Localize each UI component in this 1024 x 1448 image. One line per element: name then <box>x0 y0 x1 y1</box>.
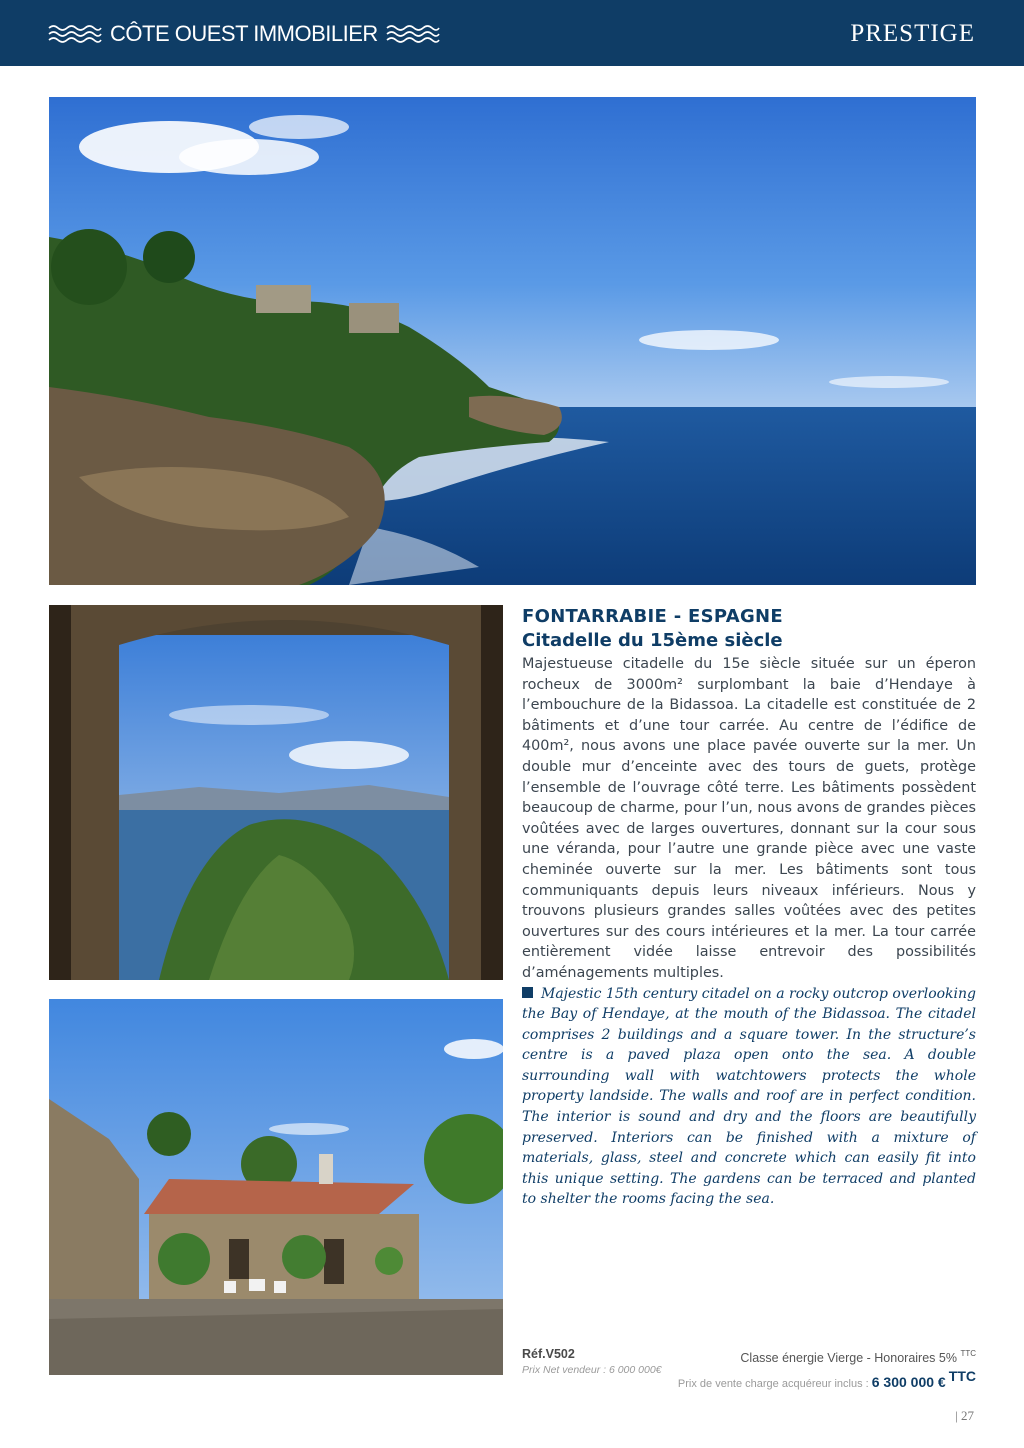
energy-class-fees <box>678 1345 976 1367</box>
sale-price-line <box>678 1367 976 1394</box>
house-courtyard-photo <box>49 999 503 1375</box>
ttc-mark: TTC <box>948 1368 976 1384</box>
hero-photo <box>49 97 976 585</box>
price-block <box>678 1345 976 1394</box>
ttc-mark: TTC <box>960 1349 976 1358</box>
listing-title: Citadelle du 15ème siècle <box>522 630 783 651</box>
arch-view-photo <box>49 605 503 980</box>
description-fr: Majestueuse citadelle du 15e siècle située sur un éperon rocheux de 3000m² surplombant la baie d’Hendaye à l’embouchure de la Bidassoa. La citadelle est constituée de 2 bâtiments et d’une tour carrée. Au centre de l’édifice de 400m², nous avons une place pavée ouverte sur la mer. Un double mur d’enceinte avec des tours de guets, protège l’ensemble de l’ouvrage côté terre. Les bâtiments possèdent beaucoup de charme, pour l’un, nous avons de grandes pièces voûtées avec de larges ouvertures, donnant sur la cour sous une véranda, pour l’autre une grande pièce avec une vaste cheminée ouverte sur la mer. Les bâtiments sont tous communiquants depuis leurs niveaux inférieurs. Nous y trouvons plusieurs grandes salles voûtées avec des petites ouvertures sur des cours intérieures et la mer. La tour carrée entièrement vidée laisse entrevoir des possibilités d’aménagements multiples. <box>522 656 976 981</box>
reference-number: Réf.V502 <box>522 1347 575 1361</box>
sale-price-label: Prix de vente charge acquéreur inclus : <box>677 1378 869 1390</box>
brand-name: CÔTE OUEST IMMOBILIER <box>110 21 378 46</box>
waves-icon <box>386 23 440 45</box>
page-number: | 27 <box>955 1408 974 1423</box>
section-label: PRESTIGE <box>850 20 975 47</box>
description-en <box>522 984 976 1211</box>
brand-logo[interactable] <box>48 20 440 48</box>
square-bullet-icon <box>522 987 533 998</box>
net-seller-price: Prix Net vendeur : 6 000 000€ <box>522 1364 662 1376</box>
listing-location: FONTARRABIE - ESPAGNE <box>522 606 784 627</box>
header-band <box>0 0 1024 66</box>
sale-price-value: 6 300 000 € <box>871 1374 946 1390</box>
waves-icon <box>48 23 102 45</box>
energy-label: Classe énergie Vierge - Honoraires 5% <box>740 1351 957 1365</box>
reference-block <box>522 1347 662 1378</box>
listing-text <box>522 605 976 1210</box>
description-en-text: Majestic 15th century citadel on a rocky outcrop overlooking the Bay of Hendaye, at the mouth of the Bidassoa. The citadel comprises 2 buildings and a square tower. In the structure’s centre is a paved plaza open onto the sea. A double surrounding wall with watchtowers protects the whole property landside. The walls and roof are in perfect condition. The interior is sound and dry and the floors are beautifully preserved. Interiors can be finished with a mixture of materials, glass, steel and concrete which can easily fit into this unique setting. The gardens can be terraced and planted to shelter the rooms facing the sea. <box>522 985 976 1208</box>
